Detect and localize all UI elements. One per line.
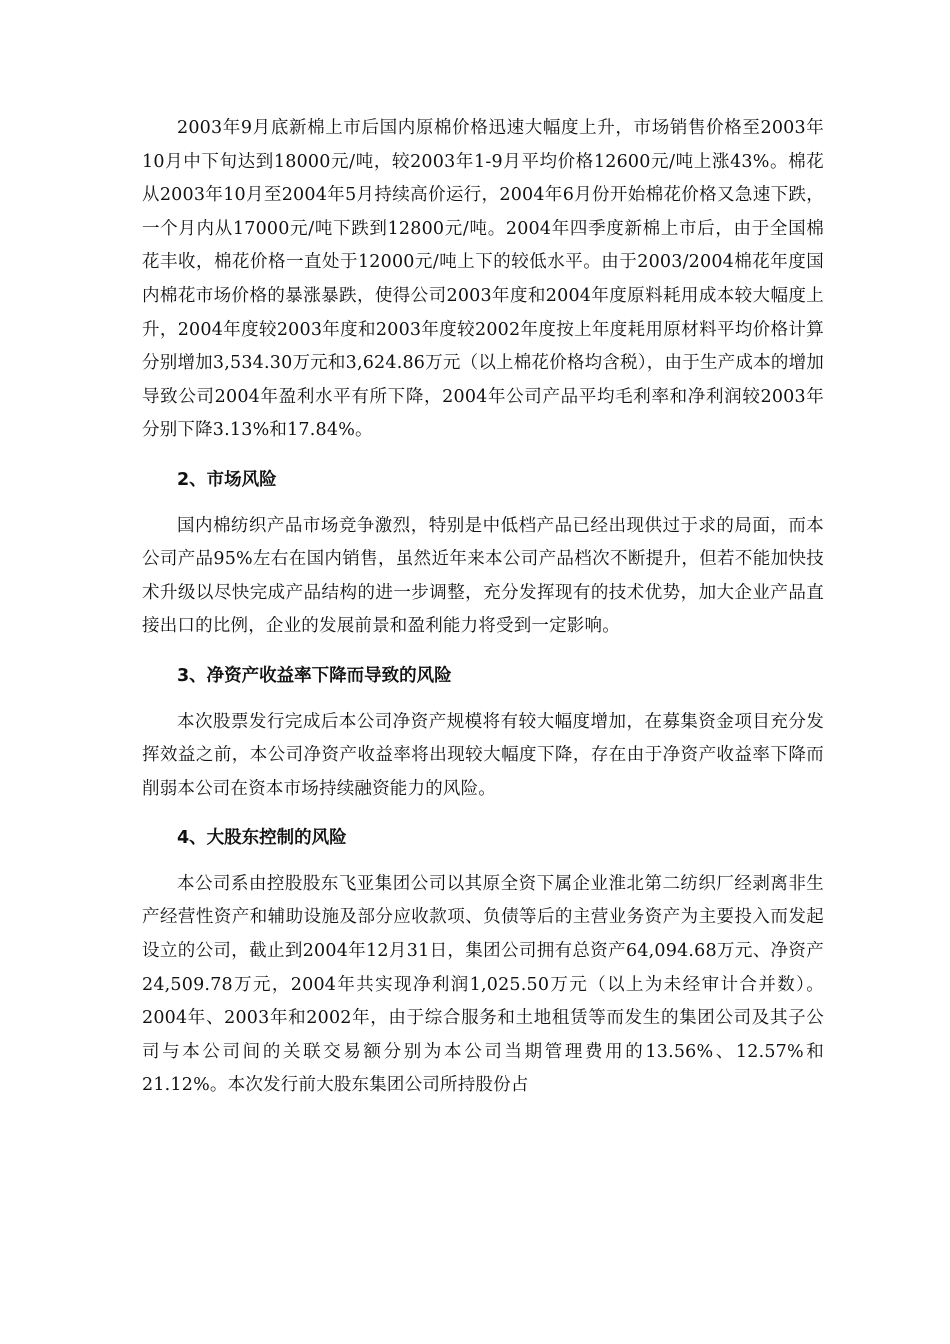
heading-roe-decline-risk: 3、净资产收益率下降而导致的风险 (177, 665, 452, 686)
paragraph-cotton-price-risk: 2003年9月底新棉上市后国内原棉价格迅速大幅度上升，市场销售价格至2003年10月中下旬达到18000元/吨，较2003年1-9月平均价格12600元/吨上涨43%。棉花从2003年10月至2004年5月持续高价运行，2004年6月份开始棉花价格又急速下跌，一个月内从17000元/吨下跌到12800元/吨。2004年四季度新棉上市后，由于全国棉花丰收，棉花价格一直处于12000元/吨上下的较低水平。由于2003/2004棉花年度国内棉花市场价格的暴涨暴跌，使得公司2003年度和2004年度原料耗用成本较大幅度上升，2004年度较2003年度和2003年度较2002年度按上年度耗用原材料平均价格计算分别增加3,534.30万元和3,624.86万元（以上棉花价格均含税），由于生产成本的增加导致公司2004年盈利水平有所下降，2004年公司产品平均毛利率和净利润较2003年分别下降3.13%和17.84%。 (142, 118, 824, 441)
paragraph-roe-decline-risk: 本次股票发行完成后本公司净资产规模将有较大幅度增加，在募集资金项目充分发挥效益之前，本公司净资产收益率将出现较大幅度下降，存在由于净资产收益率下降而削弱本公司在资本市场持续融资能力的风险。 (142, 711, 824, 799)
paragraph-major-shareholder-risk: 本公司系由控股股东飞亚集团公司以其原全资下属企业淮北第二纺织厂经剥离非生产经营性资产和辅助设施及部分应收款项、负债等后的主营业务资产为主要投入而发起设立的公司，截止到2004年12月31日，集团公司拥有总资产64,094.68万元、净资产24,509.78万元，2004年共实现净利润1,025.50万元（以上为未经审计合并数）。2004年、2003年和2002年，由于综合服务和土地租赁等而发生的集团公司及其子公司与本公司间的关联交易额分别为本公司当期管理费用的13.56%、12.57%和21.12%。本次发行前大股东集团公司所持股份占 (142, 873, 824, 1096)
paragraph-market-risk: 国内棉纺织产品市场竞争激烈，特别是中低档产品已经出现供过于求的局面，而本公司产品95%左右在国内销售，虽然近年来本公司产品档次不断提升，但若不能加快技术升级以尽快完成产品结构的进一步调整，充分发挥现有的技术优势，加大企业产品直接出口的比例，企业的发展前景和盈利能力将受到一定影响。 (142, 515, 824, 637)
heading-market-risk: 2、市场风险 (177, 469, 277, 490)
heading-major-shareholder-risk: 4、大股东控制的风险 (177, 828, 347, 849)
document-page (142, 112, 824, 1103)
